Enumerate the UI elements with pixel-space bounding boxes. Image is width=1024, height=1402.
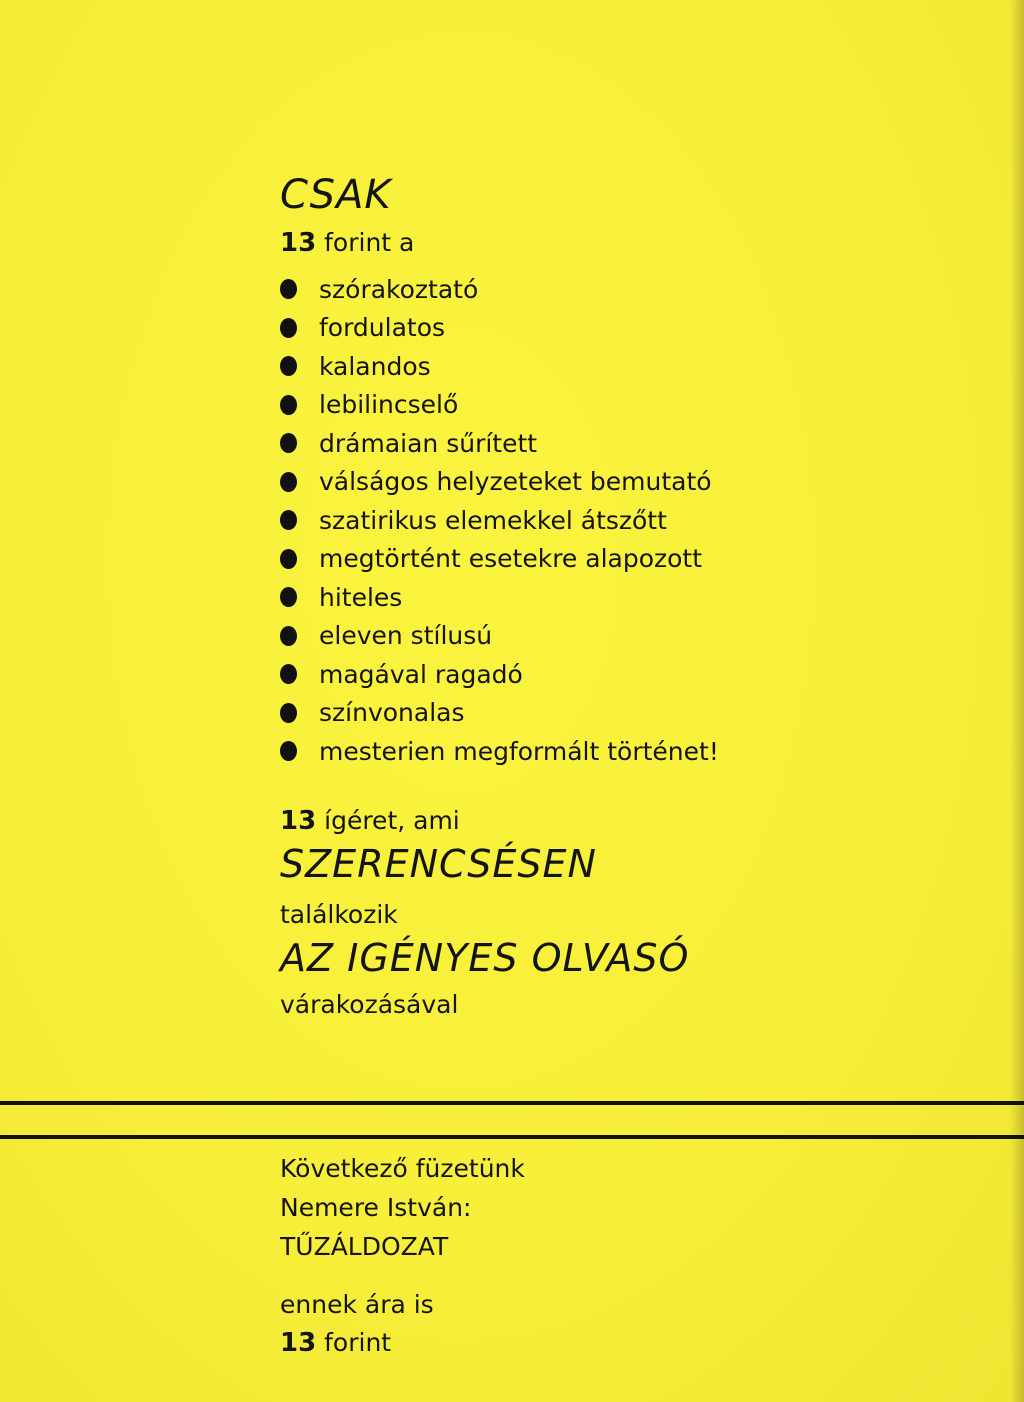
bullet-dot-icon xyxy=(280,664,297,684)
quality-item xyxy=(280,540,719,579)
bullet-dot-icon xyxy=(280,356,297,376)
quality-item xyxy=(280,309,719,348)
quality-item xyxy=(280,270,719,309)
quality-item xyxy=(280,732,719,771)
quality-item xyxy=(280,578,719,617)
quality-item xyxy=(280,424,719,463)
bullet-dot-icon xyxy=(280,549,297,569)
next-issue-price-intro: ennek ára is xyxy=(280,1290,434,1319)
quality-label: eleven stílusú xyxy=(319,621,493,651)
price-text: forint a xyxy=(316,228,415,257)
quality-label: hiteles xyxy=(319,582,403,612)
heading-csak: CSAK xyxy=(280,172,392,218)
heading-igenyes-olvaso: AZ IGÉNYES OLVASÓ xyxy=(280,936,690,980)
quality-item xyxy=(280,463,719,502)
promise-text: ígéret, ami xyxy=(316,806,460,835)
next-issue-price xyxy=(280,1328,391,1358)
bullet-dot-icon xyxy=(280,703,297,723)
page-edge-shadow xyxy=(1010,0,1024,1402)
bullet-dot-icon xyxy=(280,279,297,299)
heading-szerencsesen: SZERENCSÉSEN xyxy=(280,842,597,886)
quality-label: szórakoztató xyxy=(319,274,479,304)
next-issue-price-text: forint xyxy=(316,1328,392,1357)
quality-label: szatirikus elemekkel átszőtt xyxy=(319,505,667,535)
next-issue-price-number: 13 xyxy=(280,1328,317,1358)
talalkozik-line: találkozik xyxy=(280,900,398,929)
quality-label: kalandos xyxy=(319,351,431,381)
quality-item xyxy=(280,617,719,656)
quality-item xyxy=(280,694,719,733)
quality-item xyxy=(280,347,719,386)
next-issue-title: TŰZÁLDOZAT xyxy=(280,1232,449,1261)
price-number: 13 xyxy=(280,228,317,258)
quality-label: fordulatos xyxy=(319,313,446,343)
bullet-dot-icon xyxy=(280,510,297,530)
quality-label: drámaian sűrített xyxy=(319,428,538,458)
quality-item xyxy=(280,386,719,425)
price-line xyxy=(280,228,414,258)
quality-item xyxy=(280,655,719,694)
next-issue-line: Következő füzetünk xyxy=(280,1154,525,1183)
bullet-dot-icon xyxy=(280,318,297,338)
quality-label: válságos helyzeteket bemutató xyxy=(319,467,712,497)
promise-line xyxy=(280,806,460,836)
divider-rule-top xyxy=(0,1101,1024,1105)
quality-item xyxy=(280,501,719,540)
qualities-list xyxy=(280,270,719,771)
bullet-dot-icon xyxy=(280,626,297,646)
bullet-dot-icon xyxy=(280,472,297,492)
quality-label: színvonalas xyxy=(319,698,465,728)
varakozasaval-line: várakozásával xyxy=(280,990,459,1019)
quality-label: lebilincselő xyxy=(319,390,459,420)
bullet-dot-icon xyxy=(280,741,297,761)
promise-number: 13 xyxy=(280,806,317,836)
quality-label: mesterien megformált történet! xyxy=(319,736,719,766)
quality-label: megtörtént esetekre alapozott xyxy=(319,544,703,574)
divider-rule-bottom xyxy=(0,1135,1024,1139)
bullet-dot-icon xyxy=(280,395,297,415)
bullet-dot-icon xyxy=(280,587,297,607)
bullet-dot-icon xyxy=(280,433,297,453)
next-issue-author: Nemere István: xyxy=(280,1193,472,1222)
quality-label: magával ragadó xyxy=(319,659,523,689)
